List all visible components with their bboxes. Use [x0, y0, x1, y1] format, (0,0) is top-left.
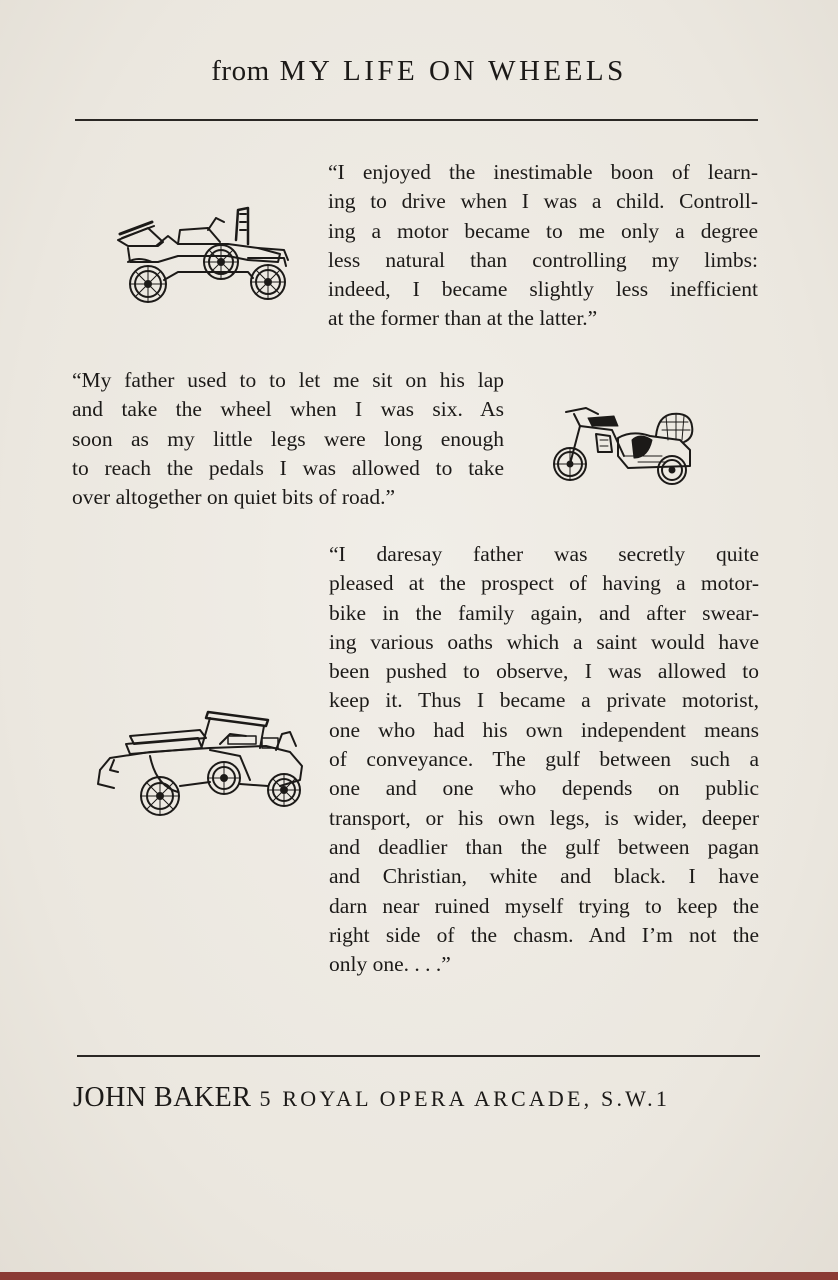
quote-line: “I enjoyed the inestimable boon of learn-: [328, 160, 758, 184]
quote-line: and deadlier than the gulf between pagan: [329, 834, 759, 859]
quote-2: [72, 366, 504, 512]
quote-line: to reach the pedals I was allowed to take: [72, 455, 504, 480]
quote-line: of conveyance. The gulf between such a: [329, 747, 759, 772]
quote-1: [328, 158, 758, 334]
motorcycle-sidecar-icon: [552, 396, 698, 492]
publisher-imprint: [73, 1082, 670, 1114]
quote-line: less natural than controlling my limbs:: [328, 247, 758, 272]
quote-line: ing to drive when I was a child. Controll-: [328, 189, 758, 214]
quote-line: soon as my little legs were long enough: [72, 426, 504, 451]
quote-line: indeed, I became slightly less inefficient: [328, 277, 758, 302]
quote-line: transport, or his own legs, is wider, deeper: [329, 805, 759, 830]
quote-line: over altogether on quiet bits of road.”: [72, 485, 395, 510]
quote-line: darn near ruined myself trying to keep the: [329, 893, 759, 918]
quote-line: “I daresay father was secretly quite: [329, 542, 759, 566]
book-title: MY LIFE ON WHEELS: [279, 55, 627, 87]
quote-line: one who had his own independent means: [329, 717, 759, 742]
quote-line: only one. . . .”: [329, 952, 451, 977]
quote-line: ing a motor became to me only a degree: [328, 218, 758, 243]
quote-line: “My father used to to let me sit on his lap: [72, 368, 504, 392]
quote-line: ing various oaths which a saint would have: [329, 629, 759, 654]
page-title: [0, 55, 838, 88]
quote-line: and take the wheel when I was six. As: [72, 397, 504, 422]
quote-line: at the former than at the latter.”: [328, 306, 598, 331]
quote-line: and Christian, white and black. I have: [329, 864, 759, 889]
publisher-address: 5 ROYAL OPERA ARCADE, S.W.1: [259, 1086, 671, 1111]
title-prefix: from: [211, 55, 270, 87]
vintage-open-car-icon: [108, 200, 293, 312]
quote-line: pleased at the prospect of having a motor-: [329, 571, 759, 596]
quote-line: bike in the family again, and after swear-: [329, 600, 759, 625]
quote-3: [329, 540, 759, 979]
quote-line: right side of the chasm. And I’m not the: [329, 922, 759, 947]
quote-line: been pushed to observe, I was allowed to: [329, 659, 759, 684]
quote-line: keep it. Thus I became a private motorist,: [329, 688, 759, 713]
quote-line: one and one who depends on public: [329, 776, 759, 801]
top-divider: [75, 119, 758, 121]
cover-edge: [0, 1272, 838, 1280]
bottom-divider: [77, 1055, 760, 1057]
publisher-name: JOHN BAKER: [73, 1082, 252, 1113]
vintage-roadster-icon: [90, 700, 308, 825]
